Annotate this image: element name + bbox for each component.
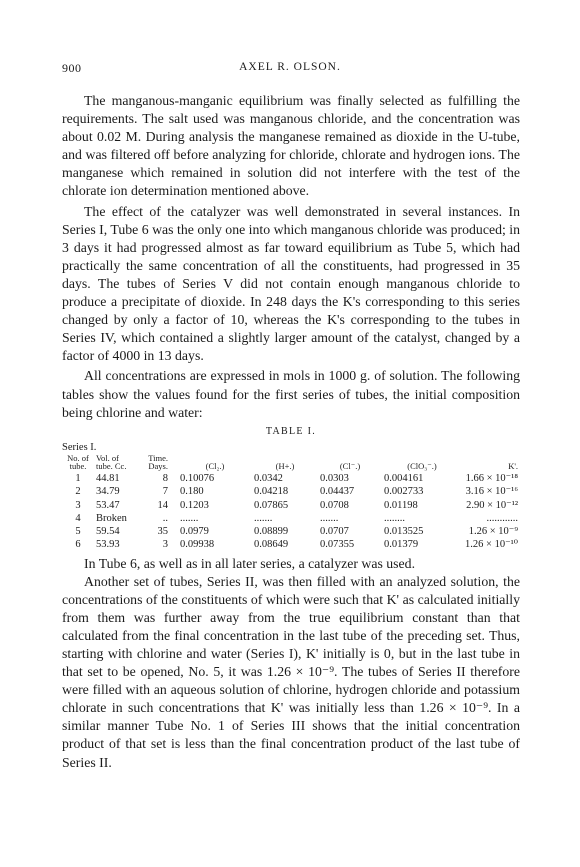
cell-h: 0.0342 xyxy=(254,473,283,485)
table-row xyxy=(62,472,520,485)
table-row xyxy=(62,512,520,525)
cell-cl: 0.04437 xyxy=(320,486,355,498)
cell-vol: 53.47 xyxy=(96,499,120,511)
cell-k: 2.90 × 10⁻¹² xyxy=(466,499,518,511)
table-header-row xyxy=(62,454,520,473)
cell-k: ............ xyxy=(486,512,518,524)
table-title: TABLE I. xyxy=(265,425,317,437)
cell-k: 1.66 × 10⁻¹⁸ xyxy=(465,473,518,485)
cell-clo3: 0.01379 xyxy=(384,539,419,551)
cell-k: 1.26 × 10⁻⁹ xyxy=(468,526,518,538)
cell-vol: Broken xyxy=(96,512,127,524)
header-tube-no: No. of tube. xyxy=(67,452,89,472)
cell-time: 14 xyxy=(157,499,168,511)
cell-no: 4 xyxy=(75,512,81,524)
cell-h: ....... xyxy=(254,512,273,524)
paragraph-5: Another set of tubes, Series II, was then filled with an analyzed solution, the concentrations of the constituents of which were such that K' as calculated initially from them was further away from the true equilibrium constant than that calculated from the final concentration in the last tube of the preceding set. Thus, starting with chlorine and water (Series I), K' initially is 0, but in the last tube in that set to be opened, No. 5, it was 1.26 × 10⁻⁹. The tubes of Series II therefore were filled with an aqueous solution of chlorine, hydrogen chloride and potassium chlorate in such concentrations that K' was initially less than 1.26 × 10⁻⁹. In a similar manner Tube No. 1 of Series III shows that the initial concentration product of that set is less than the final concentration product of the last tube of Series II. xyxy=(62,573,520,770)
running-title: AXEL R. OLSON. xyxy=(239,61,341,73)
cell-time: 3 xyxy=(162,539,168,551)
data-table xyxy=(62,454,520,552)
cell-vol: 59.54 xyxy=(96,526,120,538)
cell-cl: 0.0708 xyxy=(320,499,349,511)
cell-cl2: ....... xyxy=(180,512,199,524)
cell-time: 35 xyxy=(157,526,168,538)
page-number: 900 xyxy=(62,61,82,75)
cell-clo3: ........ xyxy=(384,512,405,524)
cell-cl: ....... xyxy=(320,512,339,524)
header-k: K'. xyxy=(508,461,518,472)
cell-vol: 44.81 xyxy=(96,473,120,485)
cell-vol: 34.79 xyxy=(96,486,120,498)
cell-cl2: 0.1203 xyxy=(180,499,209,511)
cell-clo3: 0.002733 xyxy=(384,486,424,498)
table-row xyxy=(62,485,520,498)
cell-k: 1.26 × 10⁻¹⁰ xyxy=(465,539,518,551)
header-volume: Vol. of tube. Cc. xyxy=(96,452,127,472)
cell-no: 3 xyxy=(75,499,81,511)
cell-cl: 0.07355 xyxy=(320,539,355,551)
cell-time: 7 xyxy=(162,486,168,498)
cell-cl2: 0.0979 xyxy=(180,526,209,538)
table-row xyxy=(62,499,520,512)
cell-cl2: 0.10076 xyxy=(180,473,215,485)
cell-no: 2 xyxy=(75,486,81,498)
cell-time: .. xyxy=(162,512,168,524)
paragraph-3: All concentrations are expressed in mols in 1000 g. of solution. The following tables show the values found for the first series of tubes, the initial composition being chlorine and water: xyxy=(62,368,520,420)
cell-no: 6 xyxy=(75,539,81,551)
paragraph-1: The manganous-manganic equilibrium was finally selected as fulfilling the requirements. The salt used was manganous chloride, and the concentration was about 0.02 M. During analysis the manganese remained as dioxide in the U-tube, and was filtered off before analyzing for chloride, chlorate and hydrogen ions. The manganese which remained in solution did not interfere with the test of the chlorate ion determination mentioned above. xyxy=(62,93,520,199)
series-label: Series I. xyxy=(62,441,97,453)
paragraph-4: In Tube 6, as well as in all later series, a catalyzer was used. xyxy=(84,555,416,571)
table-row xyxy=(62,538,520,551)
cell-h: 0.08649 xyxy=(254,539,289,551)
cell-vol: 53.93 xyxy=(96,539,120,551)
cell-clo3: 0.013525 xyxy=(384,526,424,538)
cell-clo3: 0.004161 xyxy=(384,473,424,485)
cell-clo3: 0.01198 xyxy=(384,499,418,511)
cell-h: 0.08899 xyxy=(254,526,289,538)
cell-no: 1 xyxy=(75,473,81,485)
header-time: Time. Days. xyxy=(148,452,168,472)
cell-cl: 0.0303 xyxy=(320,473,349,485)
paragraph-2: The effect of the catalyzer was well demonstrated in several instances. In Series I, Tube 6 was the only one into which manganous chloride was produced; in 3 days it had progressed almost as far toward equilibrium as Tube 5, which had practically the same concentration of all the constituents, had progressed in 35 days. The tubes of Series V did not contain enough manganous chloride to produce a precipitate of dioxide. In 248 days the K's corresponding to this series changed by only a factor of 10, whereas the K's corresponding to the tubes in Series IV, which contained a slightly larger amount of the catalyst, changed by a factor of 4000 in 13 days. xyxy=(62,203,520,364)
cell-cl: 0.0707 xyxy=(320,526,349,538)
header-cl2: (Cl₂.) xyxy=(205,461,225,472)
cell-k: 3.16 × 10⁻¹⁶ xyxy=(465,486,518,498)
cell-h: 0.07865 xyxy=(254,499,289,511)
body-text xyxy=(62,92,520,772)
header-cl: (Cl⁻.) xyxy=(339,461,361,472)
header-h: (H+.) xyxy=(275,461,295,472)
cell-cl2: 0.180 xyxy=(180,486,204,498)
cell-no: 5 xyxy=(75,526,81,538)
header-clo3: (ClO₃⁻.) xyxy=(407,461,437,472)
table-row xyxy=(62,525,520,538)
cell-h: 0.04218 xyxy=(254,486,289,498)
cell-time: 8 xyxy=(162,473,168,485)
cell-cl2: 0.09938 xyxy=(180,539,215,551)
